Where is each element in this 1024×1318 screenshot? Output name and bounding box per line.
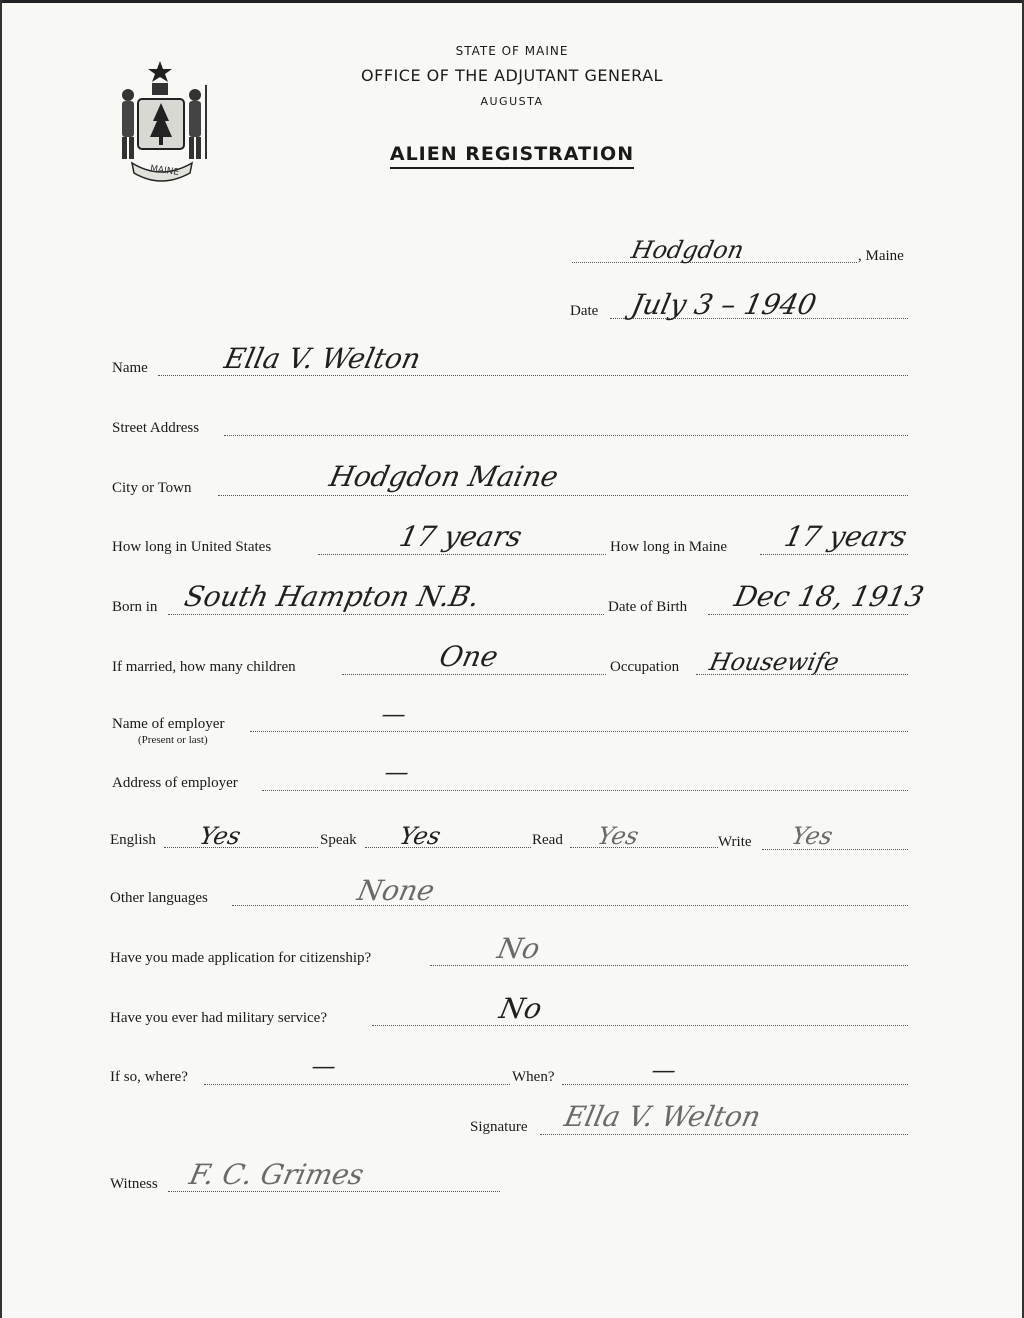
born-in-label: Born in [112,599,158,615]
speak-line [365,847,531,848]
occupation-value: Housewife [707,648,842,676]
born-in-line [168,614,604,615]
where-line [204,1084,510,1085]
name-value: Ella V. Welton [221,342,424,375]
children-line [342,674,606,675]
read-value: Yes [595,822,642,850]
write-label: Write [718,834,752,850]
witness-value: F. C. Grimes [186,1158,367,1191]
dob-line [708,614,908,615]
english-value: Yes [197,822,244,850]
employer-addr-label: Address of employer [112,775,238,791]
military-value: No [496,992,545,1025]
employer-value: — [379,700,409,728]
dob-label: Date of Birth [608,599,688,615]
header-city: AUGUSTA [480,95,544,108]
us-years-line [318,554,606,555]
speak-value: Yes [397,822,444,850]
seal-banner-text: MAINE [149,164,180,178]
header-office: OFFICE OF THE ADJUTANT GENERAL [361,66,663,85]
read-label: Read [532,832,563,848]
write-value: Yes [789,822,836,850]
employer-sublabel: (Present or last) [138,734,208,746]
signature-value: Ella V. Welton [561,1100,764,1133]
born-in-value: South Hampton N.B. [181,580,483,613]
write-line [762,849,908,850]
dob-value: Dec 18, 1913 [731,580,927,613]
when-value: — [649,1056,679,1084]
employer-label: Name of employer [112,716,225,732]
place-suffix: , Maine [858,248,904,264]
place-value: Hodgdon [629,236,747,264]
children-label: If married, how many children [112,659,296,675]
scan-border-top [0,0,1024,3]
maine-years-label: How long in Maine [610,539,728,555]
read-line [570,847,718,848]
citizenship-value: No [494,932,543,965]
city-line [218,495,908,496]
header-state: STATE OF MAINE [455,44,569,58]
witness-label: Witness [110,1176,158,1192]
signature-label: Signature [470,1119,528,1135]
when-label: When? [512,1069,555,1085]
maine-years-line [760,554,908,555]
where-label: If so, where? [110,1069,188,1085]
street-line [224,435,908,436]
signature-line [540,1134,908,1135]
witness-line [168,1191,500,1192]
other-lang-value: None [354,874,438,907]
when-line [562,1084,908,1085]
employer-line [250,731,908,732]
us-years-label: How long in United States [112,539,272,555]
military-label: Have you ever had military service? [110,1010,327,1026]
date-label: Date [570,303,599,319]
city-value: Hodgdon Maine [326,460,562,493]
occupation-label: Occupation [610,659,680,675]
english-line [164,847,318,848]
other-lang-label: Other languages [110,890,208,906]
form-title: ALIEN REGISTRATION [0,143,1024,165]
other-lang-line [232,905,908,906]
citizenship-label: Have you made application for citizenship? [110,950,372,966]
military-line [372,1025,908,1026]
scan-border-left [0,0,2,1318]
date-value: July 3 – 1940 [628,288,820,321]
maine-years-value: 17 years [781,520,910,553]
employer-addr-value: — [382,758,412,786]
street-label: Street Address [112,420,200,436]
employer-addr-line [262,790,908,791]
city-label: City or Town [112,480,192,496]
citizenship-line [430,965,908,966]
children-value: One [436,640,502,673]
english-label: English [110,832,156,848]
speak-label: Speak [320,832,357,848]
name-label: Name [112,360,148,376]
us-years-value: 17 years [396,520,525,553]
where-value: — [309,1052,339,1080]
name-line [158,375,908,376]
